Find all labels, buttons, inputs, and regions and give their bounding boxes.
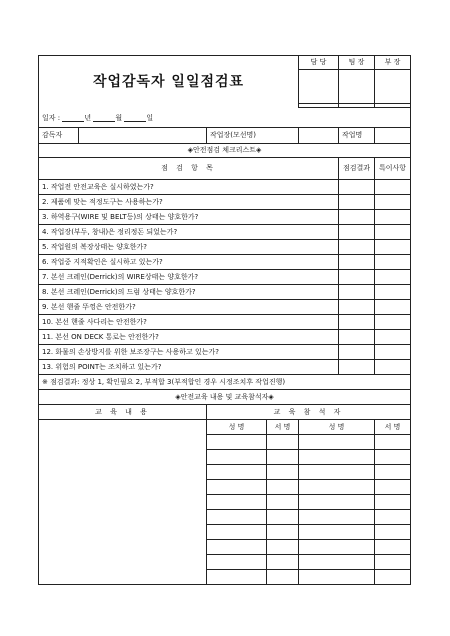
attendee-sign-cell[interactable] bbox=[375, 555, 411, 570]
date-year-label: 년 bbox=[84, 113, 92, 122]
checklist-result-cell[interactable] bbox=[339, 270, 375, 285]
checklist-result-cell[interactable] bbox=[339, 330, 375, 345]
checklist-item: 7. 본선 크레인(Derrick)의 WIRE상태는 양호한가? bbox=[39, 270, 339, 285]
approval-header-manager: 담 당 bbox=[299, 56, 339, 70]
attendee-sign-cell[interactable] bbox=[375, 480, 411, 495]
checklist-result-cell[interactable] bbox=[339, 195, 375, 210]
education-content-field[interactable] bbox=[39, 420, 207, 585]
checklist-result-cell[interactable] bbox=[339, 345, 375, 360]
checklist-item: 4. 작업장(부두, 창내)은 정리정돈 되었는가? bbox=[39, 225, 339, 240]
attendee-name-cell[interactable] bbox=[299, 510, 375, 525]
approval-sign-team-leader[interactable] bbox=[339, 70, 375, 104]
checklist-header-result: 점검결과 bbox=[339, 158, 375, 180]
checklist-note-cell[interactable] bbox=[375, 180, 411, 195]
checklist-item: 1. 작업전 안전교육은 실시하였는가? bbox=[39, 180, 339, 195]
attendee-name-header: 성 명 bbox=[207, 420, 267, 435]
checklist-item: 2. 제품에 맞는 적정도구는 사용하는가? bbox=[39, 195, 339, 210]
attendee-name-cell[interactable] bbox=[207, 510, 267, 525]
date-field[interactable] bbox=[39, 108, 411, 128]
attendee-name-cell[interactable] bbox=[207, 540, 267, 555]
checklist-item: 11. 본선 ON DECK 통로는 안전한가? bbox=[39, 330, 339, 345]
attendee-name-cell[interactable] bbox=[299, 540, 375, 555]
attendee-sign-cell[interactable] bbox=[267, 555, 299, 570]
attendee-sign-cell[interactable] bbox=[267, 570, 299, 585]
checklist-item: 5. 작업원의 복장상태는 양호한가? bbox=[39, 240, 339, 255]
attendee-name-cell[interactable] bbox=[207, 480, 267, 495]
attendee-name-cell[interactable] bbox=[207, 435, 267, 450]
checklist-row bbox=[39, 300, 411, 315]
attendee-sign-cell[interactable] bbox=[375, 495, 411, 510]
checklist-result-cell[interactable] bbox=[339, 315, 375, 330]
attendee-sign-cell[interactable] bbox=[375, 525, 411, 540]
attendee-name-cell[interactable] bbox=[299, 435, 375, 450]
checklist-row bbox=[39, 195, 411, 210]
checklist-item: 6. 작업중 지적확인은 실시하고 있는가? bbox=[39, 255, 339, 270]
checklist-note-cell[interactable] bbox=[375, 195, 411, 210]
checklist-result-cell[interactable] bbox=[339, 255, 375, 270]
attendee-name-cell[interactable] bbox=[207, 465, 267, 480]
checklist-header-note: 특이사항 bbox=[375, 158, 411, 180]
attendee-name-cell[interactable] bbox=[207, 555, 267, 570]
checklist-item: 10. 본선 핸줄 사다리는 안전한가? bbox=[39, 315, 339, 330]
checklist-result-cell[interactable] bbox=[339, 210, 375, 225]
attendee-sign-header: 서 명 bbox=[375, 420, 411, 435]
approval-header-director: 부 장 bbox=[375, 56, 411, 70]
attendee-sign-header: 서 명 bbox=[267, 420, 299, 435]
date-month-label: 월 bbox=[115, 113, 123, 122]
attendee-name-cell[interactable] bbox=[207, 525, 267, 540]
attendee-sign-cell[interactable] bbox=[375, 450, 411, 465]
checklist-note-cell[interactable] bbox=[375, 240, 411, 255]
attendee-name-cell[interactable] bbox=[299, 555, 375, 570]
approval-header-team-leader: 팀 장 bbox=[339, 56, 375, 70]
attendee-sign-cell[interactable] bbox=[375, 510, 411, 525]
checklist-result-cell[interactable] bbox=[339, 240, 375, 255]
attendee-name-cell[interactable] bbox=[299, 495, 375, 510]
checklist-row bbox=[39, 225, 411, 240]
site-label: 작업장(모선명) bbox=[207, 128, 299, 144]
checklist-title: ◈안전점검 체크리스트◈ bbox=[39, 144, 411, 158]
checklist-item: 13. 위험의 POINT는 조치하고 있는가? bbox=[39, 360, 339, 375]
work-label: 작업명 bbox=[339, 128, 375, 144]
checklist-note-cell[interactable] bbox=[375, 270, 411, 285]
checklist-result-cell[interactable] bbox=[339, 285, 375, 300]
work-field[interactable] bbox=[375, 128, 411, 144]
supervisor-field[interactable] bbox=[79, 128, 207, 144]
result-legend-note: ※ 점검결과: 정상 1, 확인필요 2, 부적합 3(부적합인 경우 시정조치후 작업진행) bbox=[39, 375, 411, 390]
checklist-row bbox=[39, 210, 411, 225]
attendee-name-cell[interactable] bbox=[299, 525, 375, 540]
checklist-row bbox=[39, 180, 411, 195]
checklist-row bbox=[39, 285, 411, 300]
attendee-sign-cell[interactable] bbox=[267, 495, 299, 510]
date-day-label: 일 bbox=[146, 113, 154, 122]
attendee-sign-cell[interactable] bbox=[375, 540, 411, 555]
attendee-name-cell[interactable] bbox=[299, 570, 375, 585]
attendee-sign-cell[interactable] bbox=[267, 480, 299, 495]
attendee-sign-cell[interactable] bbox=[267, 540, 299, 555]
attendee-name-cell[interactable] bbox=[299, 480, 375, 495]
checklist-note-cell[interactable] bbox=[375, 345, 411, 360]
checklist-item: 3. 하역용구(WIRE 및 BELT등)의 상태는 양호한가? bbox=[39, 210, 339, 225]
attendee-name-cell[interactable] bbox=[299, 450, 375, 465]
checklist-result-cell[interactable] bbox=[339, 360, 375, 375]
site-field[interactable] bbox=[299, 128, 339, 144]
attendee-sign-cell[interactable] bbox=[267, 525, 299, 540]
checklist-row bbox=[39, 330, 411, 345]
checklist-item: 8. 본선 크레인(Derrick)의 드럼 상태는 양호한가? bbox=[39, 285, 339, 300]
attendee-sign-cell[interactable] bbox=[267, 510, 299, 525]
attendee-sign-cell[interactable] bbox=[375, 465, 411, 480]
checklist-row bbox=[39, 270, 411, 285]
checklist-result-cell[interactable] bbox=[339, 300, 375, 315]
attendee-name-cell[interactable] bbox=[299, 465, 375, 480]
checklist-note-cell[interactable] bbox=[375, 255, 411, 270]
attendee-name-cell[interactable] bbox=[207, 450, 267, 465]
checklist-row bbox=[39, 255, 411, 270]
attendee-sign-cell[interactable] bbox=[375, 435, 411, 450]
checklist-row bbox=[39, 360, 411, 375]
attendee-sign-cell[interactable] bbox=[267, 435, 299, 450]
checklist-note-cell[interactable] bbox=[375, 285, 411, 300]
checklist-note-cell[interactable] bbox=[375, 210, 411, 225]
checklist-header-item: 점 검 항 목 bbox=[39, 158, 339, 180]
supervisor-label: 감독자 bbox=[39, 128, 79, 144]
attendee-sign-cell[interactable] bbox=[267, 450, 299, 465]
inspection-sheet bbox=[38, 55, 410, 585]
attendee-name-header: 성 명 bbox=[299, 420, 375, 435]
education-attendees-header: 교 육 참 석 자 bbox=[207, 405, 411, 420]
attendee-sign-cell[interactable] bbox=[375, 570, 411, 585]
checklist-note-cell[interactable] bbox=[375, 225, 411, 240]
education-content-header: 교 육 내 용 bbox=[39, 405, 207, 420]
checklist-note-cell[interactable] bbox=[375, 360, 411, 375]
checklist-note-cell[interactable] bbox=[375, 330, 411, 345]
checklist-result-cell[interactable] bbox=[339, 180, 375, 195]
checklist-note-cell[interactable] bbox=[375, 300, 411, 315]
attendee-sign-cell[interactable] bbox=[267, 465, 299, 480]
education-title: ◈안전교육 내용 및 교육참석자◈ bbox=[39, 390, 411, 405]
checklist-row bbox=[39, 345, 411, 360]
checklist-note-cell[interactable] bbox=[375, 315, 411, 330]
inspection-table bbox=[38, 55, 411, 585]
checklist-item: 9. 본선 핸줄 뚜껑은 안전한가? bbox=[39, 300, 339, 315]
date-label: 일자 : bbox=[42, 113, 61, 122]
approval-sign-manager[interactable] bbox=[299, 70, 339, 104]
attendee-name-cell[interactable] bbox=[207, 570, 267, 585]
checklist-result-cell[interactable] bbox=[339, 225, 375, 240]
page-title: 작업감독자 일일점검표 bbox=[39, 56, 299, 108]
checklist-item: 12. 화물의 손상방지를 위한 보조장구는 사용하고 있는가? bbox=[39, 345, 339, 360]
checklist-row bbox=[39, 315, 411, 330]
approval-sign-director[interactable] bbox=[375, 70, 411, 104]
checklist-row bbox=[39, 240, 411, 255]
attendee-name-cell[interactable] bbox=[207, 495, 267, 510]
